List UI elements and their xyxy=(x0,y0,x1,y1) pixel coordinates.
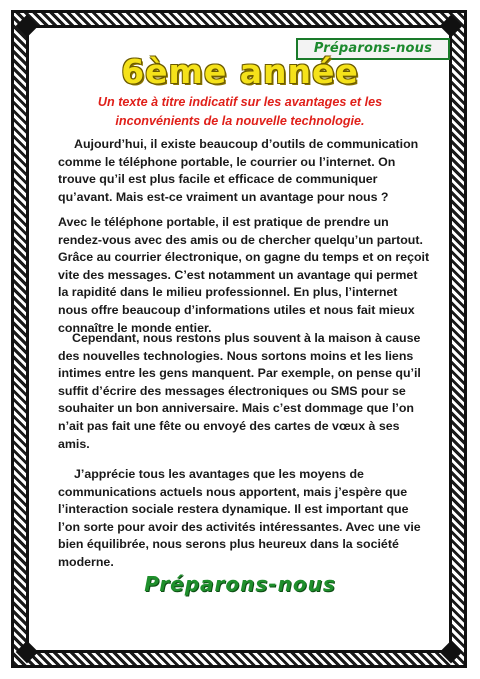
paragraph-disadvantages: Cependant, nous restons plus souvent à la maison à cause des nouvelles technologies. Nous sortons moins et les liens intimes entre les gens manquent. Par exemple, on pense qu’il suffit d’écrire des messages électroniques ou SMS pour se souhaiter un bon anniversaire. Mais c’est dommage que l’on n’ait pas fait une fête ou envoyé des cartes de vœux à ses amis. xyxy=(58,331,421,451)
page-title: 6ème année xyxy=(121,52,359,91)
brand-badge: Préparons-nous xyxy=(296,38,450,60)
paragraph-advantages: Avec le téléphone portable, il est pratique de prendre un rendez-vous avec des amis ou de chercher quelqu’un partout. Grâce au courrier électronique, on gagne du temps et on reçoit vite des messages. C’est notamment un avantage qui permet la rapidité dans le milieu professionnel. En plus, l’internet nous offre beaucoup d’informations utiles et nous fait mieux connaître le monde entier. xyxy=(58,215,430,335)
page-subtitle: Un texte à titre indicatif sur les avantages et les inconvénients de la nouvelle technologie. xyxy=(97,95,383,128)
paragraph-intro: Aujourd’hui, il existe beaucoup d’outils de communication comme le téléphone portable, le courrier ou l’internet. On trouve qu’il est plus facile et efficace de communiquer qu’avant. Mais est-ce vraiment un avantage pour nous ? xyxy=(58,137,419,204)
footer-brand: Préparons-nous xyxy=(144,572,336,596)
paragraph-conclusion: J’apprécie tous les avantages que les moyens de communications actuels nous apportent, mais j’espère que l’interaction sociale restera dynamique. Il est important que l’on sorte pour avoir des activités intéressantes. Avec une vie bien équilibrée, nous serons plus heureux dans la société moderne. xyxy=(58,467,421,569)
